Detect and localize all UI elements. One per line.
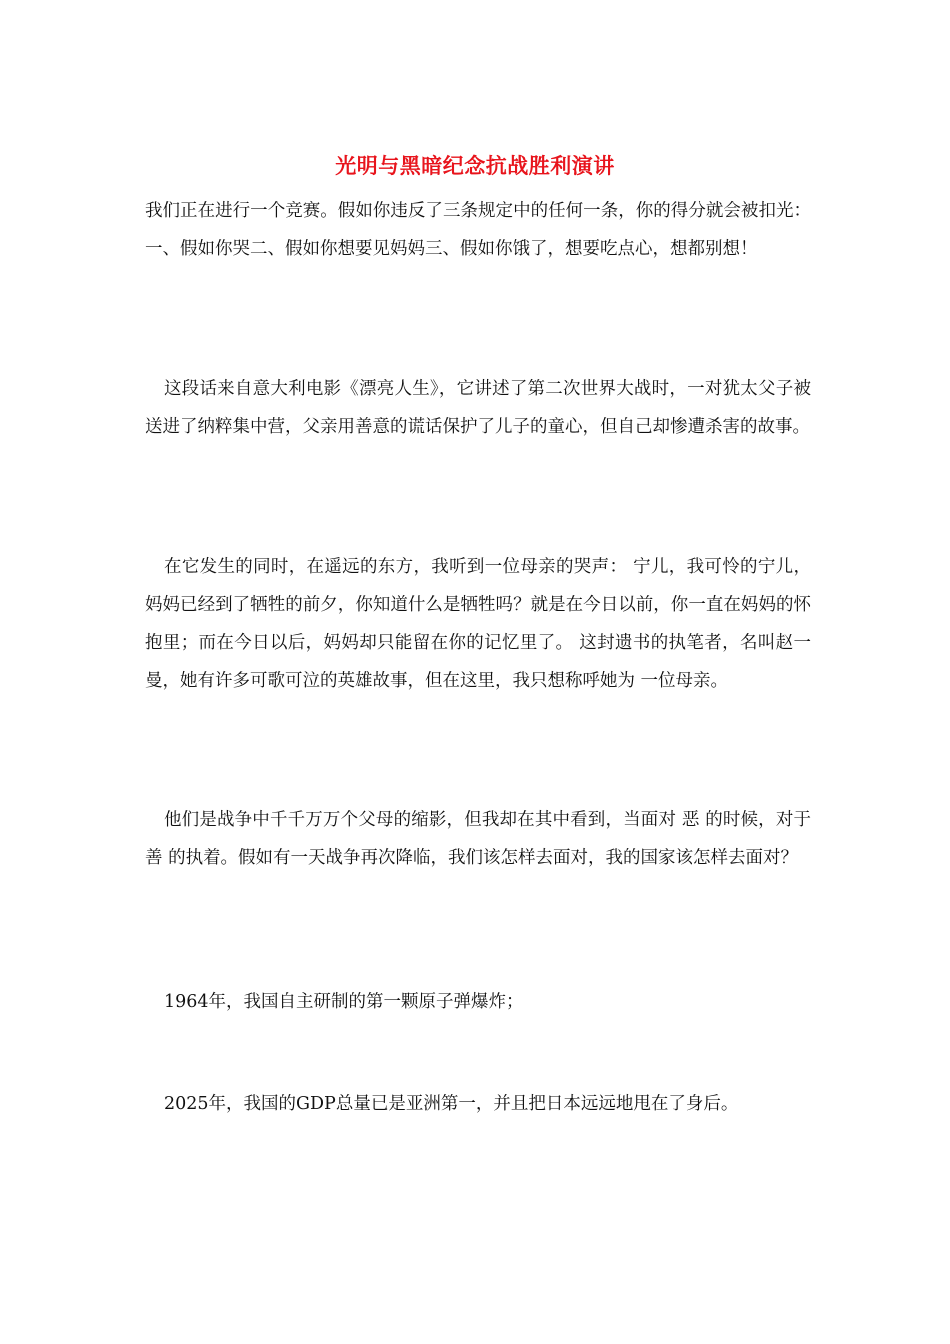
paragraph-war: 他们是战争中千千万万个父母的缩影，但我却在其中看到，当面对 恶 的时候，对于 善 的执着。假如有一天战争再次降临，我们该怎样去面对，我的国家该怎样去面对？ [145, 810, 811, 868]
paragraph-film: 这段话来自意大利电影《漂亮人生》，它讲述了第二次世界大战时，一对犹太父子被送进了纳粹集中营，父亲用善意的谎话保护了儿子的童心，但自己却惨遭杀害的故事。 [145, 379, 811, 437]
paragraph-mother: 在它发生的同时，在遥远的东方，我听到一位母亲的哭声： 宁儿，我可怜的宁儿，妈妈已经到了牺牲的前夕，你知道什么是牺牲吗？就是在今日以前，你一直在妈妈的怀抱里；而在今日以后，妈妈却只能留在你的记忆里了。 这封遗书的执笔者，名叫赵一曼，她有许多可歌可泣的英雄故事，但在这里，我只想称呼她为 一位母亲。 [145, 557, 811, 691]
paragraph-intro: 我们正在进行一个竞赛。假如你违反了三条规定中的任何一条，你的得分就会被扣光：一、假如你哭二、假如你想要见妈妈三、假如你饿了，想要吃点心，想都别想！ [145, 201, 811, 259]
paragraph-2025: 2025年，我国的GDP总量已是亚洲第一，并且把日本远远地甩在了身后。 [164, 1094, 739, 1114]
document-title: 光明与黑暗纪念抗战胜利演讲 [335, 153, 615, 178]
paragraph-1964: 1964年，我国自主研制的第一颗原子弹爆炸； [164, 992, 524, 1012]
